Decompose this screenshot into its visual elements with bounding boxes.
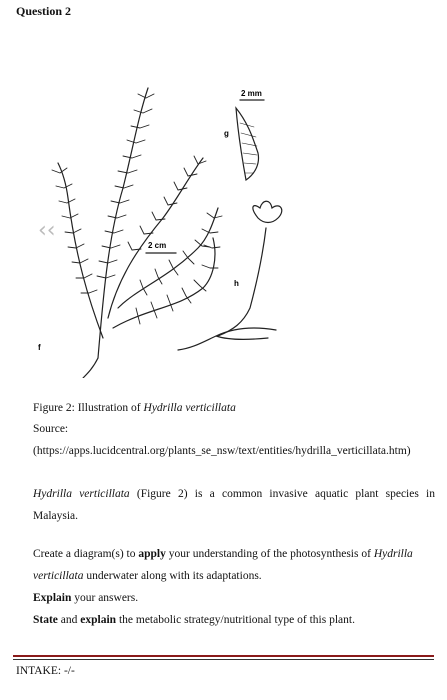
caption-species: Hydrilla verticillata <box>143 402 236 414</box>
chevron-left-icon[interactable]: ‹‹ <box>38 218 56 243</box>
source-url-link[interactable]: (https://apps.lucidcentral.org/plants_se_nsw/text/entities/hydrilla_verticillata.htm) <box>33 445 411 457</box>
task-line-state: State and explain the metabolic strategy/nutritional type of this plant. <box>33 614 355 626</box>
figure-caption <box>33 402 236 414</box>
label-h: h <box>234 279 239 288</box>
task-line-apply: Create a diagram(s) to apply your understanding of the photosynthesis of Hydrilla verticillata underwater along with its adaptations. <box>33 548 413 582</box>
task-line-explain: Explain your answers. <box>33 592 139 604</box>
label-f: f <box>38 343 41 352</box>
scale-label-2cm: 2 cm <box>148 241 167 250</box>
stem-2 <box>108 158 203 318</box>
footer-divider-thin <box>13 659 434 660</box>
floating-leaves-h <box>178 328 276 350</box>
pedicel-h <box>218 228 266 336</box>
question-heading: Question 2 <box>16 4 72 18</box>
stem-base <box>83 358 98 378</box>
stem-5 <box>113 238 215 328</box>
intro-species: Hydrilla verticillata <box>33 488 130 500</box>
paragraph-intro <box>33 483 435 527</box>
label-g: g <box>224 129 229 138</box>
paragraph-task <box>33 543 435 631</box>
stem-3 <box>58 163 103 338</box>
flower-h <box>253 201 282 222</box>
plant-illustration <box>28 78 318 378</box>
footer-divider <box>13 655 434 657</box>
stem-1 <box>98 88 148 358</box>
scale-label-2mm: 2 mm <box>241 89 262 98</box>
intro-text: (Figure 2) is a common invasive aquatic plant species in Malaysia. <box>33 488 435 522</box>
intake-label: INTAKE: -/- <box>16 665 75 677</box>
source-label: Source: <box>33 423 69 435</box>
caption-prefix: Figure 2: Illustration of <box>33 402 144 414</box>
